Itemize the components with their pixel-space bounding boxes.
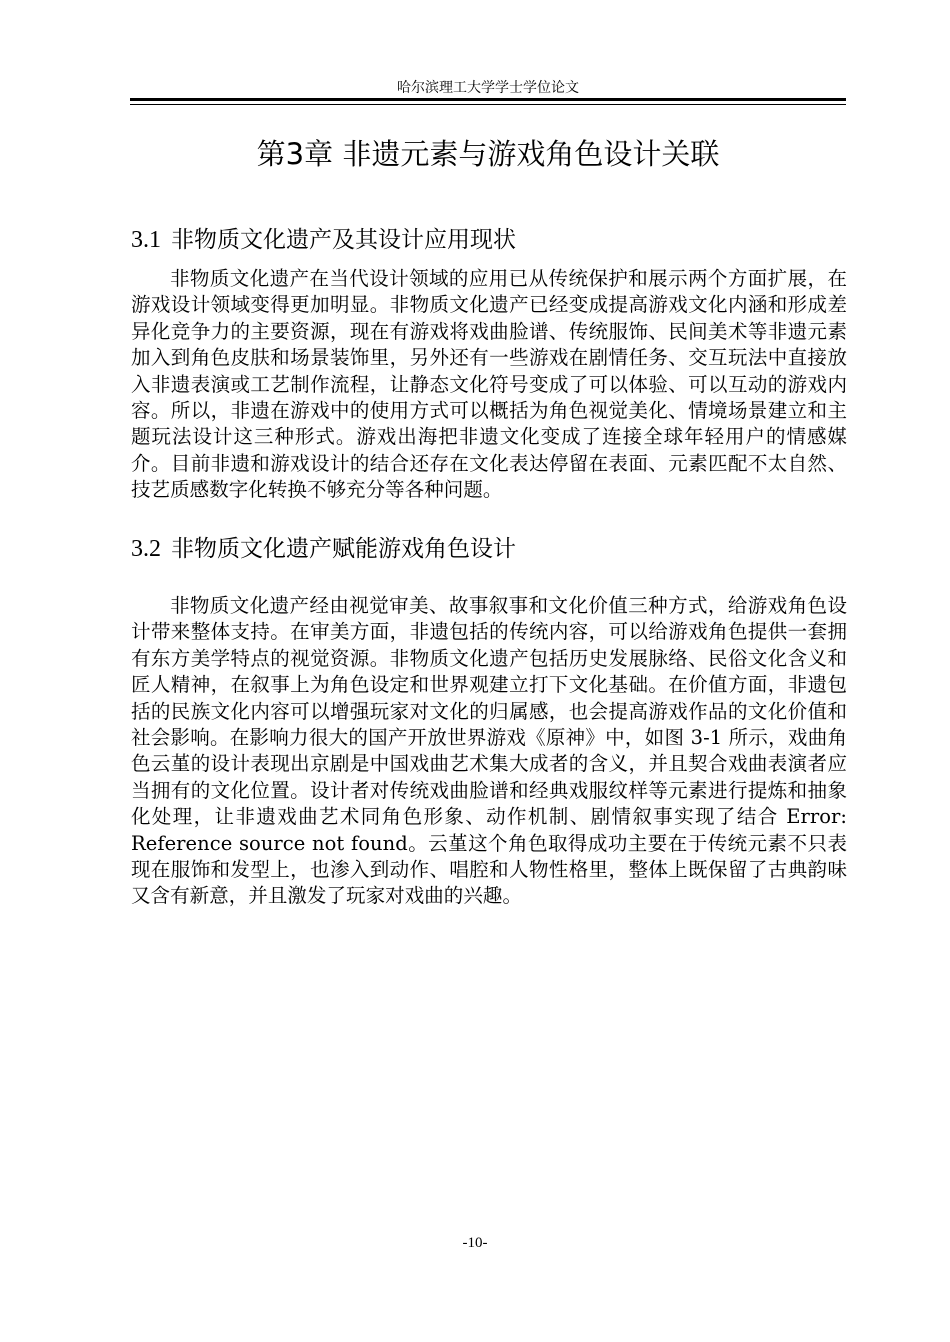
header-rule-thick [130,98,846,101]
section-number: 3.1 [131,227,161,253]
chapter-title: 第3章 非遗元素与游戏角色设计关联 [256,137,720,171]
section-title: 非物质文化遗产赋能游戏角色设计 [171,536,516,562]
section-title: 非物质文化遗产及其设计应用现状 [171,227,516,253]
section-paragraph-3-1: 非物质文化遗产在当代设计领域的应用已从传统保护和展示两个方面扩展，在游戏设计领域变得更加明显。非物质文化遗产已经变成提高游戏文化内涵和形成差异化竞争力的主要资源，现在有游戏将戏曲脸谱、传统服饰、民间美术等非遗元素加入到角色皮肤和场景装饰里，另外还有一些游戏在剧情任务、交互玩法中直接放入非遗表演或工艺制作流程，让静态文化符号变成了可以体验、可以互动的游戏内容。所以，非遗在游戏中的使用方式可以概括为角色视觉美化、情境场景建立和主题玩法设计这三种形式。游戏出海把非遗文化变成了连接全球年轻用户的情感媒介。目前非遗和游戏设计的结合还存在文化表达停留在表面、元素匹配不太自然、技艺质感数字化转换不够充分等各种问题。 [131,267,847,502]
section-paragraph-3-2: 非物质文化遗产经由视觉审美、故事叙事和文化价值三种方式，给游戏角色设计带来整体支持。在审美方面，非遗包括的传统内容，可以给游戏角色提供一套拥有东方美学特点的视觉资源。非物质文化遗产包括历史发展脉络、民俗文化含义和匠人精神，在叙事上为角色设定和世界观建立打下文化基础。在价值方面，非遗包括的民族文化内容可以增强玩家对文化的归属感，也会提高游戏作品的文化价值和社会影响。在影响力很大的国产开放世界游戏《原神》中，如图 3-1 所示，戏曲角色云堇的设计表现出京剧是中国戏曲艺术集大成者的含义，并且契合戏曲表演者应当拥有的文化位置。设计者对传统戏曲脸谱和经典戏服纹样等元素进行提炼和抽象化处理，让非遗戏曲艺术同角色形象、动作机制、剧情叙事实现了结合 Error: Reference source not found。云堇这个角色取得成功主要在于传统元素不只表现在服饰和发型上，也渗入到动作、唱腔和人物性格里，整体上既保留了古典韵味又含有新意，并且激发了玩家对戏曲的兴趣。 [131,594,847,908]
header-rule-thin [130,104,846,105]
section-heading-3-1 [131,225,847,255]
section-number: 3.2 [131,536,161,562]
section-heading-3-2 [131,534,847,564]
page-number: -10- [462,1235,488,1251]
running-header: 哈尔滨理工大学学士学位论文 [397,80,579,96]
